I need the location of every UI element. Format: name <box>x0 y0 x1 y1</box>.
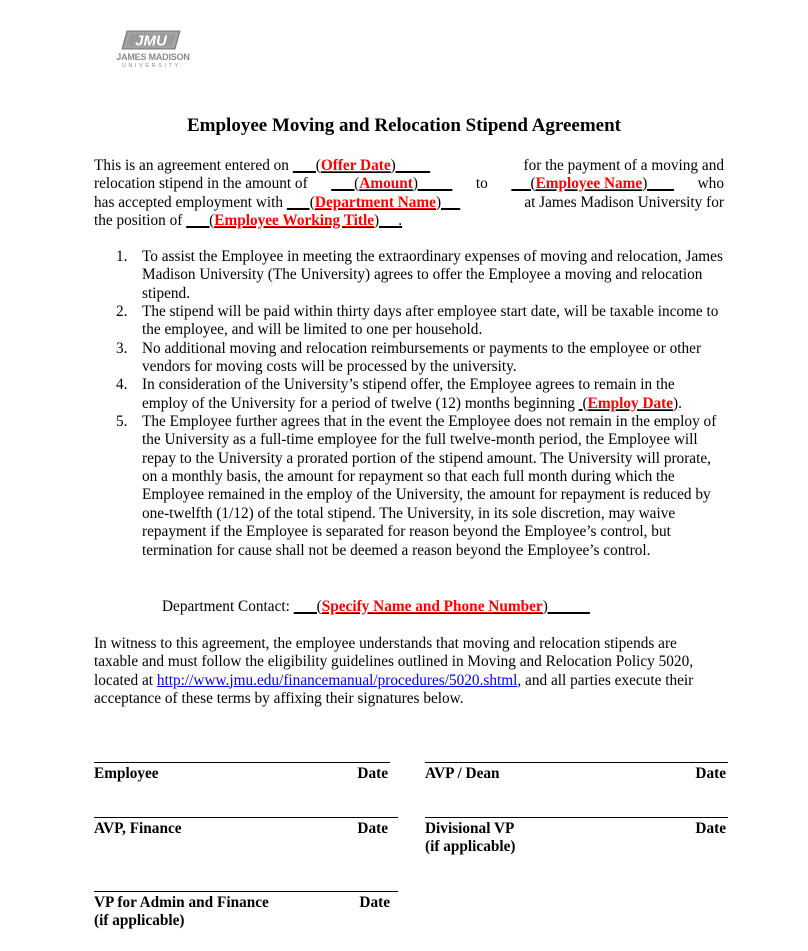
offer-date-blank[interactable]: (Offer Date) <box>292 157 431 174</box>
signature-date-label: Date <box>357 765 388 782</box>
contact-field[interactable]: Specify Name and Phone Number <box>321 598 543 615</box>
list-item <box>94 413 724 560</box>
signature-divisional-vp[interactable] <box>425 817 728 862</box>
terms-list <box>94 248 724 560</box>
intro-text: has accepted employment with <box>94 193 287 211</box>
intro-text: relocation stipend in the amount of <box>94 175 308 193</box>
item-number: 1. <box>116 248 128 265</box>
item-number: 5. <box>116 413 128 431</box>
signature-vp-admin-finance[interactable] <box>94 891 398 936</box>
intro-text: who <box>697 175 724 193</box>
list-item <box>94 303 724 340</box>
witness-paragraph <box>94 635 719 708</box>
working-title-field[interactable]: Employee Working Title <box>214 211 375 229</box>
intro-line <box>94 194 724 212</box>
jmu-logo <box>111 30 195 74</box>
page-title: Employee Moving and Relocation Stipend Agreement <box>186 115 621 136</box>
signature-date-label: Date <box>695 820 726 837</box>
department-contact <box>162 598 590 616</box>
department-name-field[interactable]: Department Name <box>314 193 436 211</box>
employ-date-blank[interactable]: (Employ Date) <box>578 394 679 412</box>
intro-text: for the payment of a moving and <box>523 157 724 174</box>
employee-name-blank[interactable]: (Employee Name) <box>511 175 675 193</box>
logo-mark: JMU <box>135 32 167 50</box>
item-text: The Employee further agrees that in the event the Employee does not remain in the employ of the University as a full-time employee for the full twelve-month period, the Employee will repay to the University a prorated portion of the stipend amount. The University will prorate, on a monthly basis, the amount for repayment so that each full month during which the Employee remained in the employ of the University, the amount for repayment is reduced by one-twelfth (1/12) of the total stipend. The University, in its sole discretion, may waive repayment if the Employee is separated for reason beyond the Employee’s control, but termination for cause shall not be deemed a reason beyond the Employee’s control. <box>142 413 717 559</box>
signature-role: VP for Admin and Finance <box>94 894 269 911</box>
signature-date-label: Date <box>359 894 390 911</box>
signature-note: (if applicable) <box>94 912 185 929</box>
contact-label: Department Contact: <box>162 598 294 615</box>
contact-blank[interactable]: (Specify Name and Phone Number) <box>293 598 590 615</box>
intro-text: the position of <box>94 211 187 229</box>
signature-employee[interactable] <box>94 762 390 803</box>
item-text: The stipend will be paid within thirty days after employee start date, will be taxable income to the employee, and will be limited to one per household. <box>142 303 719 339</box>
signature-date-label: Date <box>357 820 388 837</box>
department-name-blank[interactable]: (Department Name) <box>286 193 461 211</box>
offer-date-field[interactable]: Offer Date <box>320 157 391 174</box>
witness-text: In witness to this agreement, the employee understands that moving and relocation stipends are taxable and must follow the eligibility guidelines outlined in Moving and Relocation Policy 5020, located at <box>94 635 694 689</box>
signature-avp-dean[interactable] <box>425 762 728 803</box>
employee-name-field[interactable]: Employee Name <box>535 175 643 193</box>
intro-text: This is an agreement entered on <box>94 157 293 174</box>
list-item <box>94 340 724 377</box>
jmu-badge-icon <box>121 30 181 50</box>
intro-text: to <box>475 175 488 193</box>
logo-university: UNIVERSITY. <box>121 63 185 69</box>
item-number: 4. <box>116 376 128 394</box>
signature-date-label: Date <box>695 765 726 782</box>
signature-avp-finance[interactable] <box>94 817 398 858</box>
intro-line <box>94 157 724 175</box>
amount-blank[interactable]: (Amount) <box>331 175 453 193</box>
intro-text: at James Madison University for <box>524 193 724 211</box>
signature-role: AVP, Finance <box>94 820 182 837</box>
amount-field[interactable]: Amount <box>359 175 413 193</box>
intro-line <box>94 212 724 230</box>
signature-note: (if applicable) <box>425 838 516 855</box>
item-text: No additional moving and relocation reimbursements or payments to the employee or other vendors for moving costs will be processed by the university. <box>142 339 702 376</box>
intro-line <box>94 175 724 193</box>
logo-name: JAMES MADISON <box>116 52 190 62</box>
item-text: To assist the Employee in meeting the extraordinary expenses of moving and relocation, James Madison University (The University) agrees to offer the Employee a moving and relocation stipend. <box>142 248 723 302</box>
policy-link[interactable]: http://www.jmu.edu/financemanual/procedures/5020.shtml <box>156 671 518 689</box>
working-title-blank[interactable]: (Employee Working Title) . <box>186 211 403 229</box>
signature-role: AVP / Dean <box>425 765 500 782</box>
item-text: In consideration of the University’s stipend offer, the Employee agrees to remain in the employ of the University for a period of twelve (12) months beginning <box>142 376 675 412</box>
signature-role: Employee <box>94 765 159 782</box>
witness-text: , and all parties execute their acceptance of these terms by affixing their signatures below. <box>94 671 694 707</box>
employ-date-field[interactable]: Employ Date <box>587 394 674 412</box>
intro-paragraph <box>94 157 724 230</box>
signature-role: Divisional VP <box>425 820 515 837</box>
list-item: 4. In consideration of the University’s stipend offer, the Employee agrees to remain in the employ of the University for a period of twelve (12) months beginning (Employ Date). <box>116 376 682 412</box>
item-number: 3. <box>116 339 128 357</box>
item-number: 2. <box>116 303 128 321</box>
list-item <box>94 248 724 303</box>
